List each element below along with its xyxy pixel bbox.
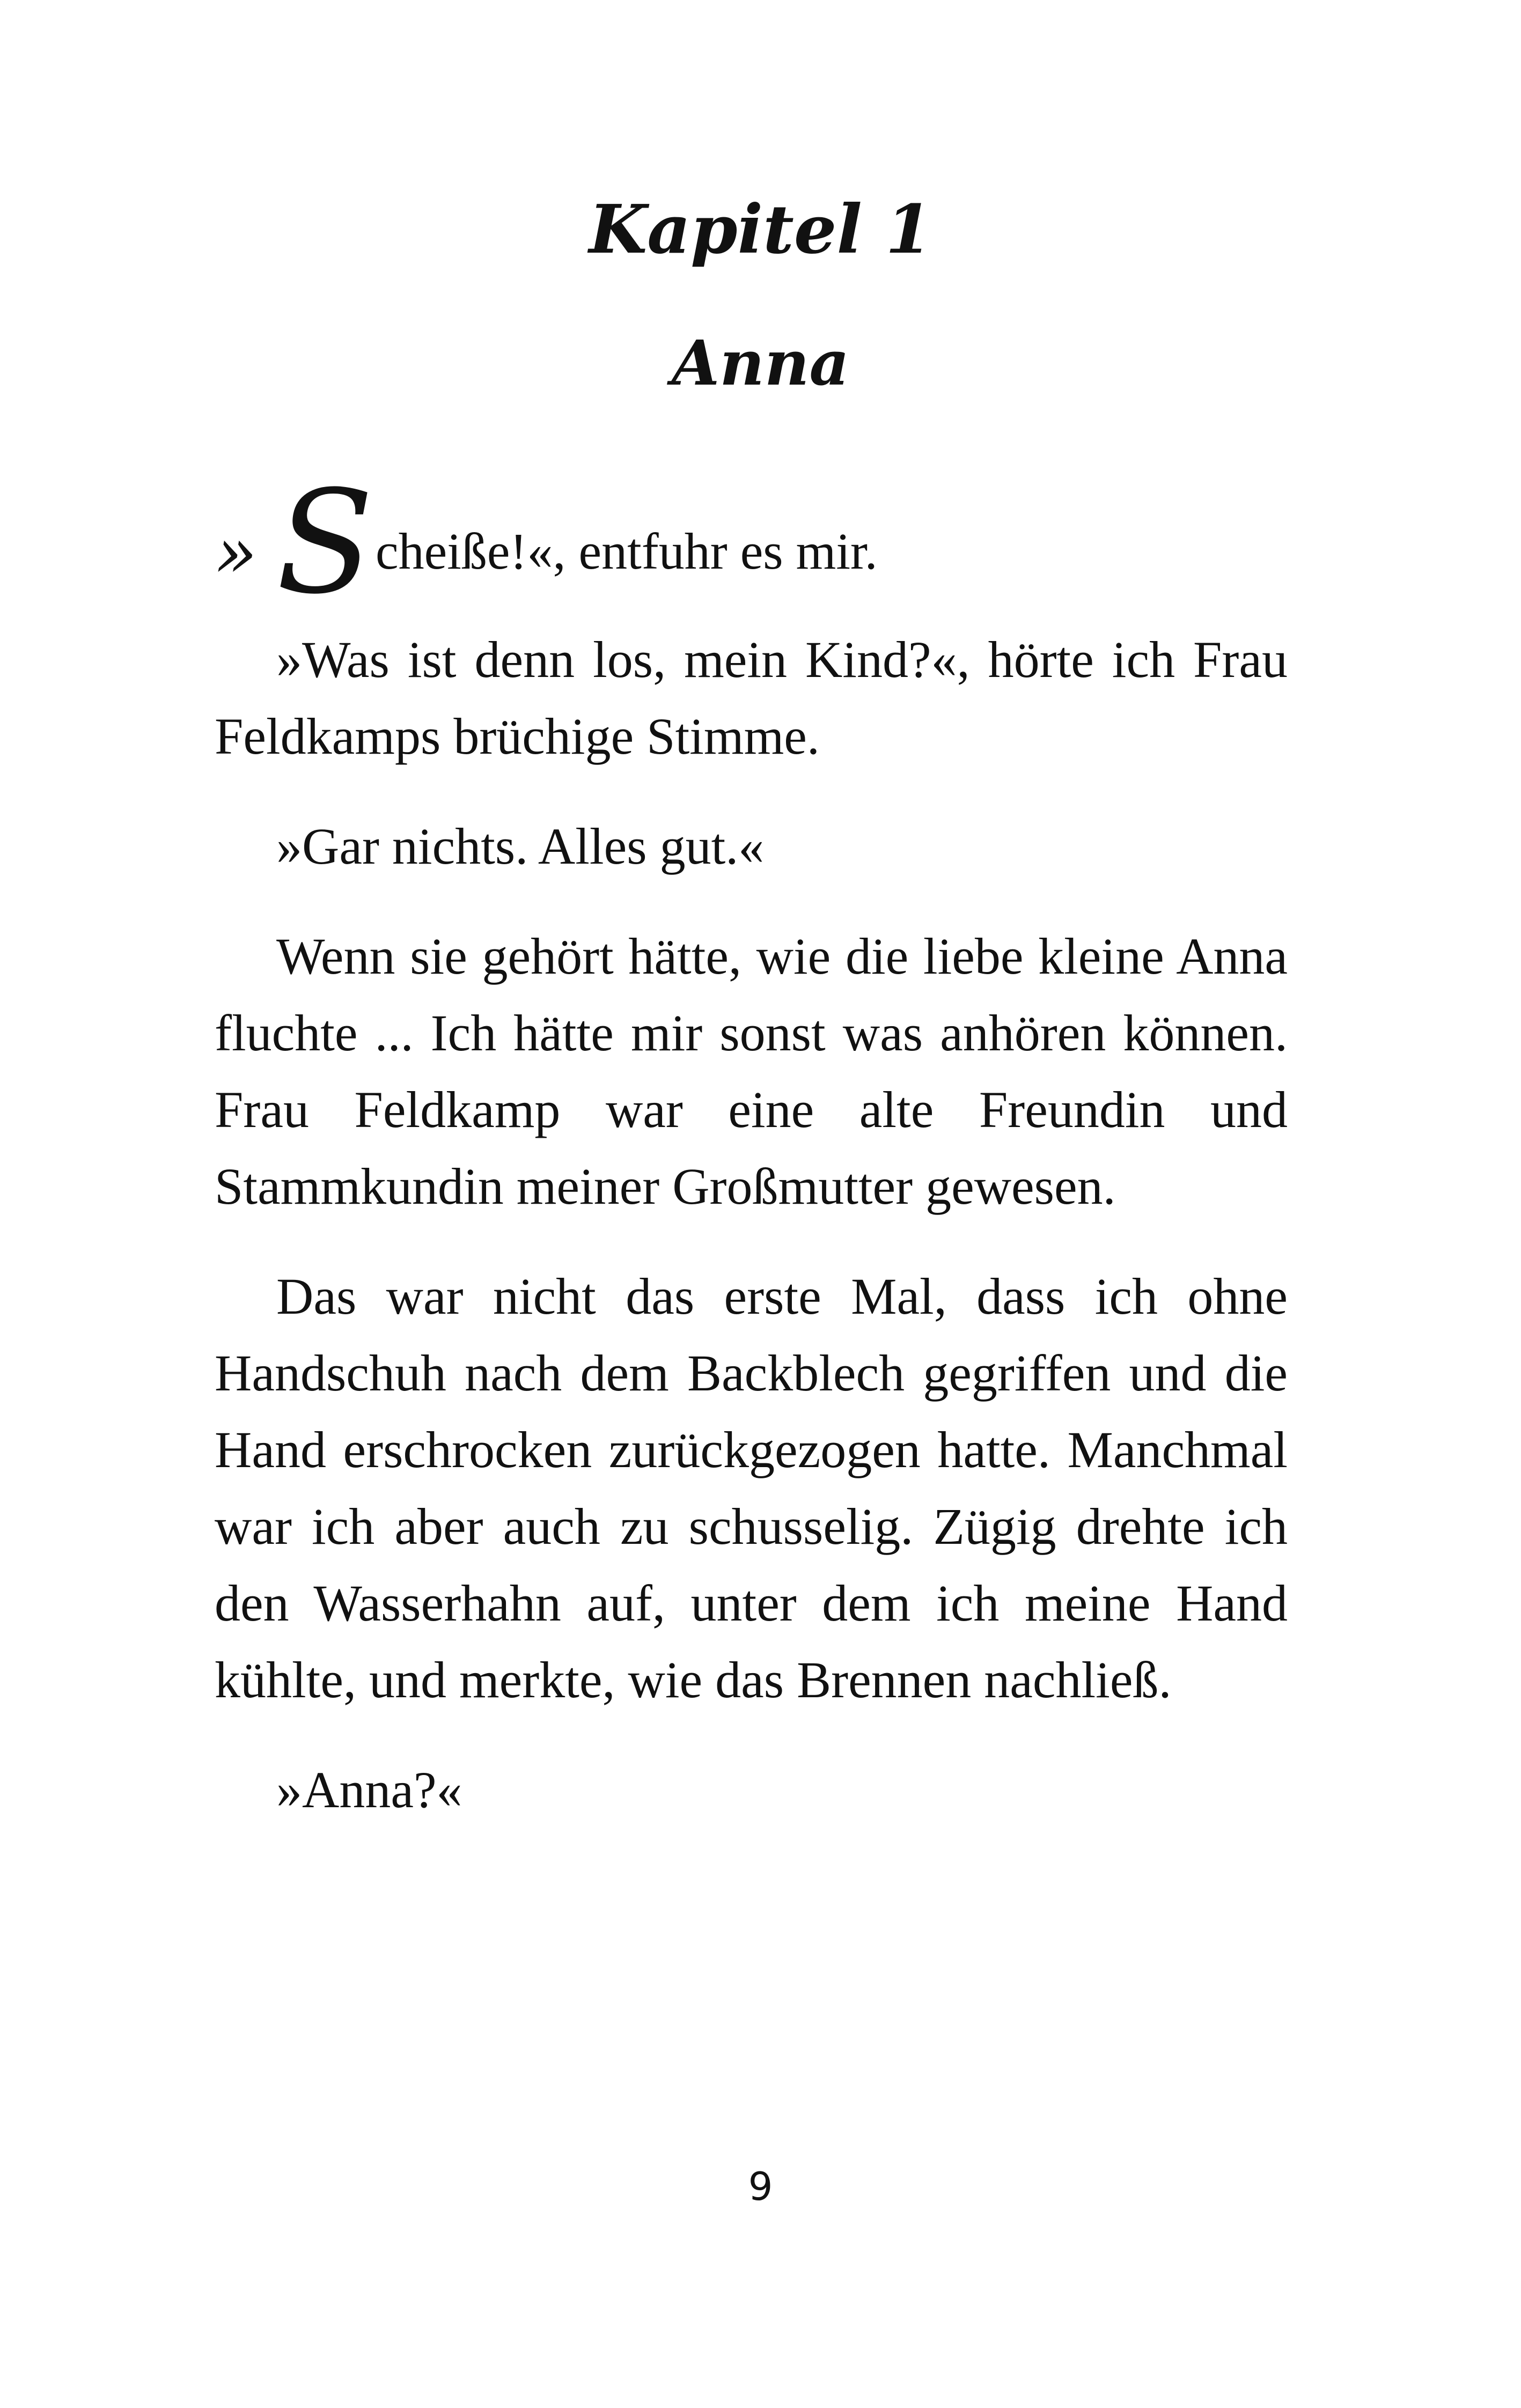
- paragraph: Wenn sie gehört hätte, wie die liebe kleine Anna fluchte ... Ich hätte mir sonst was anhören können. Frau Feldkamp war eine alte Freundin und Stammkundin meiner Großmutter gewesen.: [215, 927, 1288, 1215]
- paragraph: Das war nicht das erste Mal, dass ich ohne Handschuh nach dem Backblech gegriffen und die Hand erschrocken zurückgezogen hatte. Manchmal war ich aber auch zu schusselig. Zügig drehte ich den Wasserhahn auf, unter dem ich meine Hand kühlte, und merkte, wie das Brennen nachließ.: [215, 1268, 1288, 1709]
- paragraph: »Anna?«: [276, 1761, 462, 1818]
- page-number: 9: [748, 2164, 773, 2209]
- drop-cap: S: [276, 460, 374, 625]
- chapter-subtitle: Anna: [672, 327, 849, 400]
- opening-line: [215, 460, 1288, 625]
- opening-quote-mark: »: [215, 512, 258, 593]
- chapter-body: [215, 460, 1288, 1861]
- chapter-title: Kapitel 1: [589, 190, 932, 269]
- paragraph: »Was ist denn los, mein Kind?«, hörte ich Frau Feldkamps brüchige Stimme.: [215, 631, 1288, 765]
- opening-text: cheiße!«, entfuhr es mir.: [376, 522, 878, 580]
- paragraph: »Gar nichts. Alles gut.«: [276, 818, 765, 875]
